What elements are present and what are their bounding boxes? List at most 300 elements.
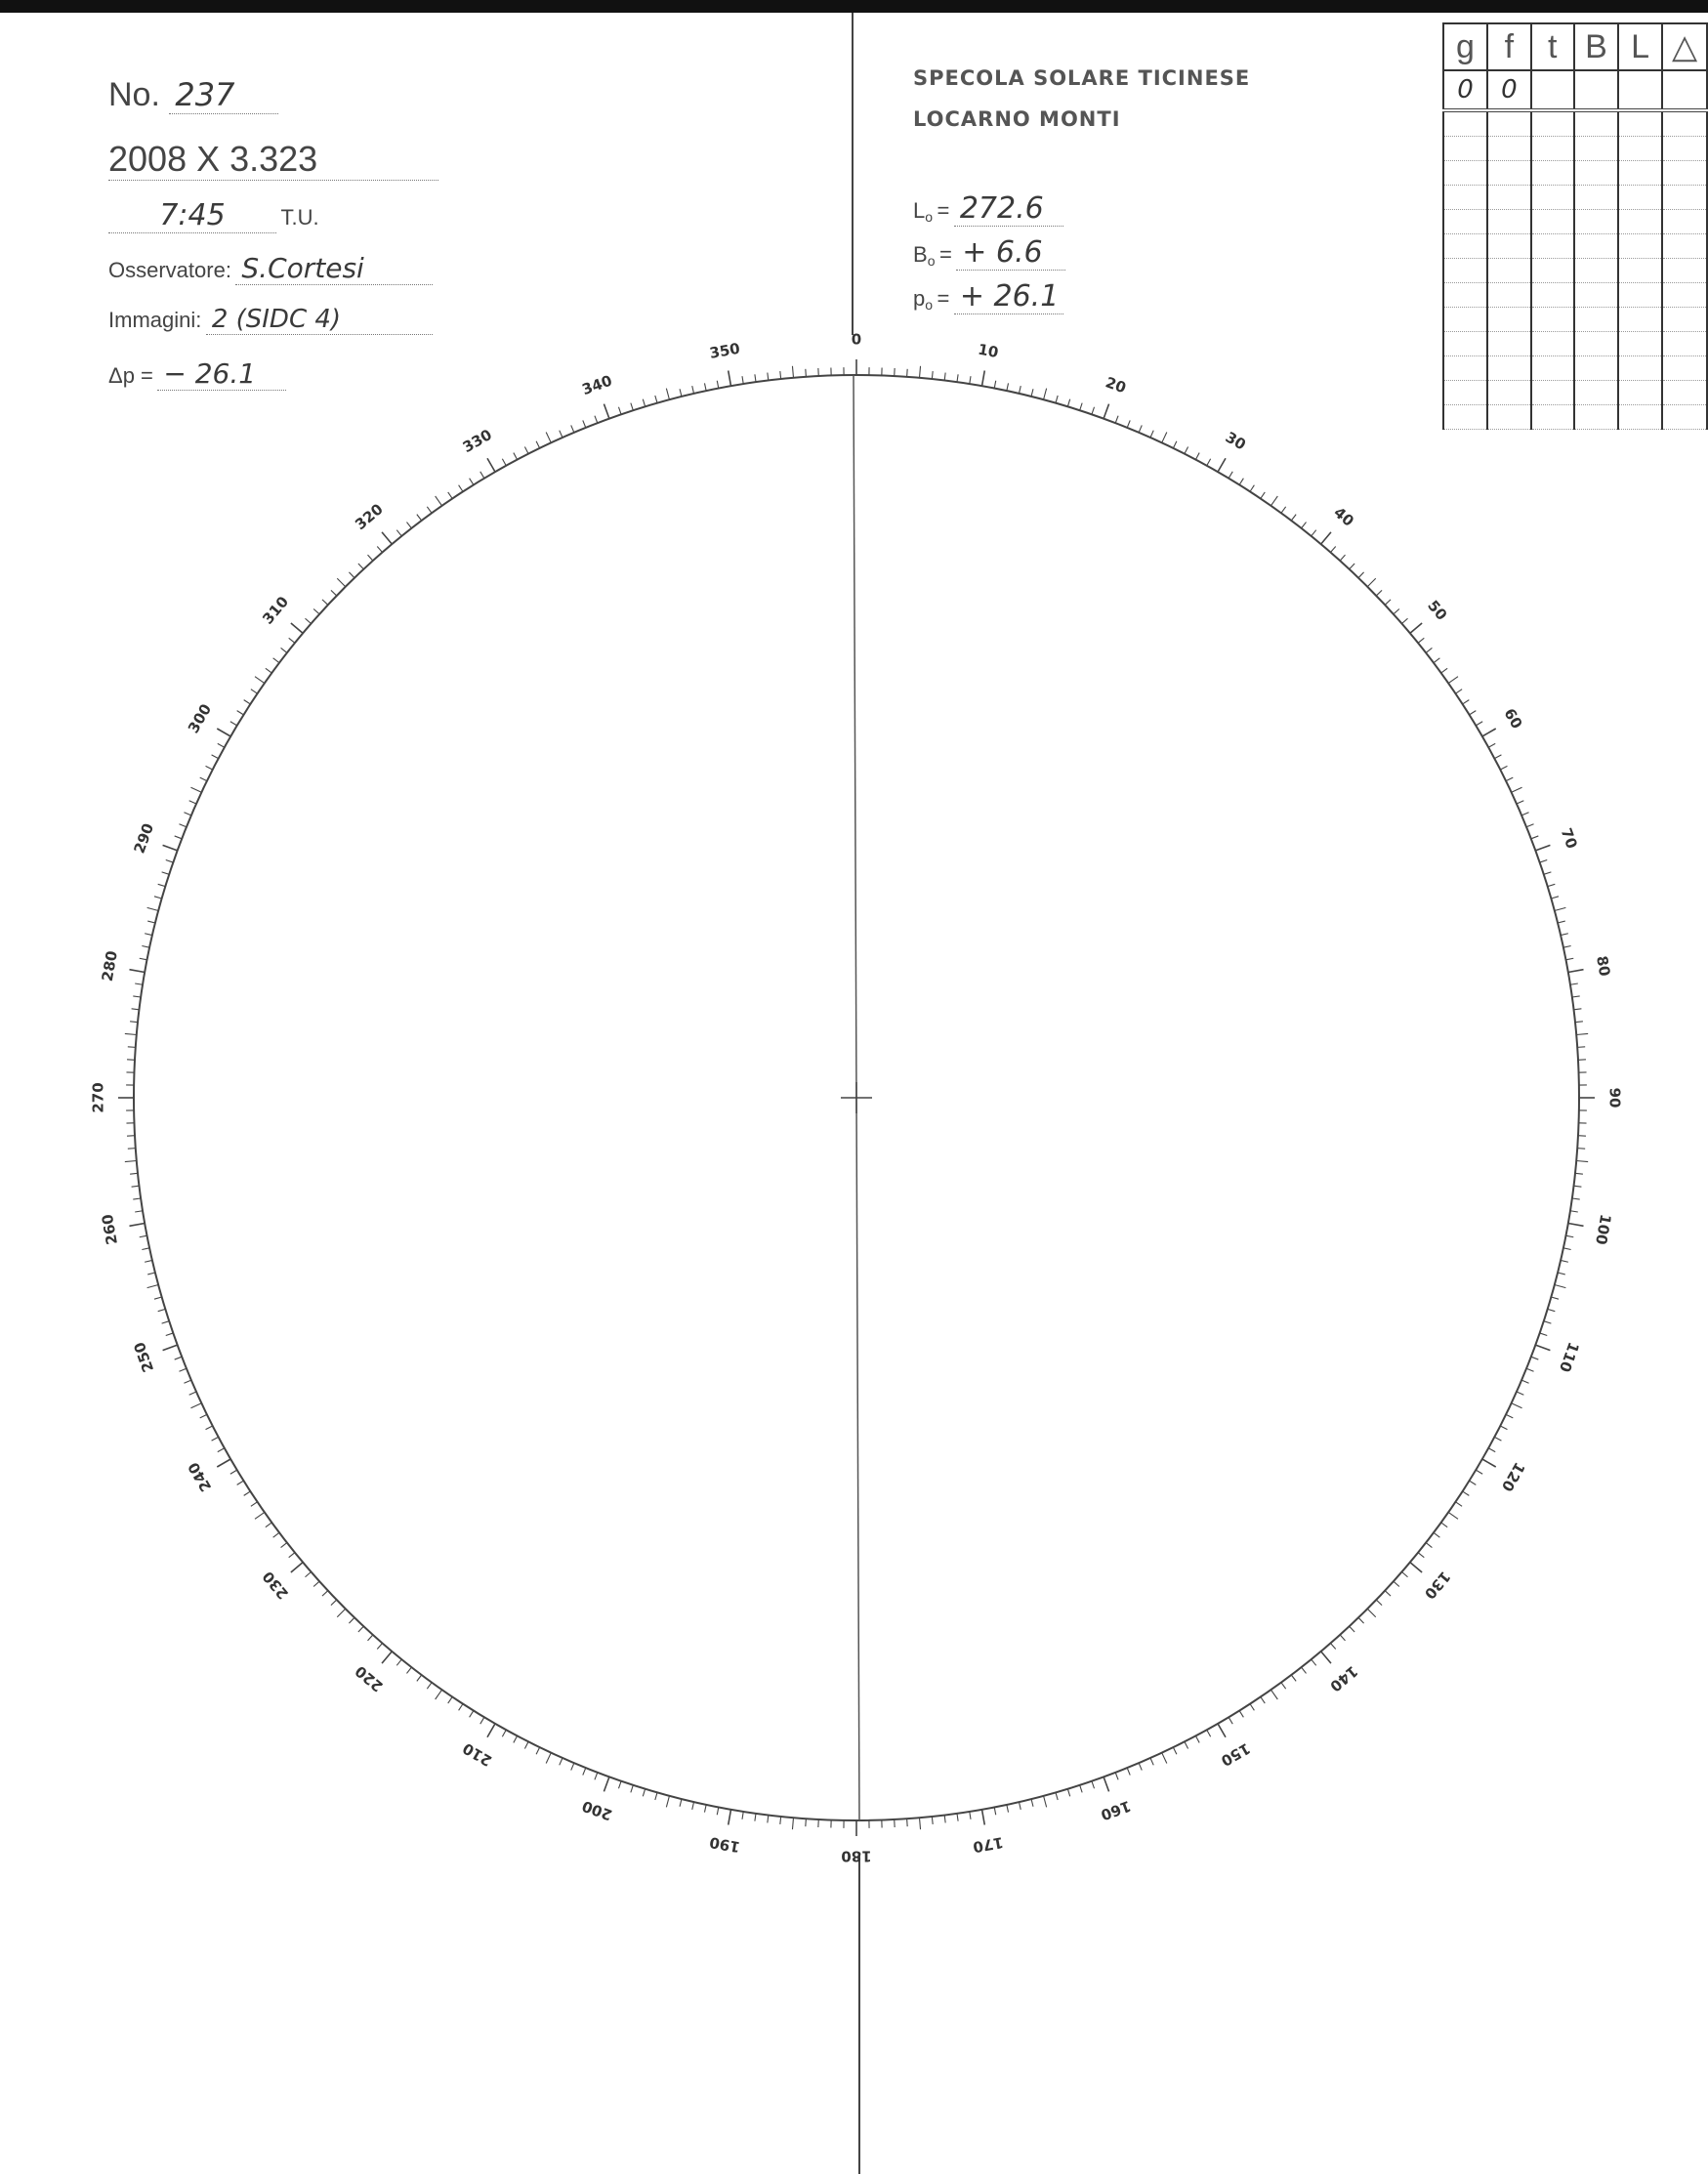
degree-tick (1434, 658, 1439, 663)
number-value[interactable]: 237 (169, 76, 278, 114)
degree-label: 60 (1500, 705, 1526, 732)
degree-label: 300 (184, 700, 216, 736)
degree-tick (1394, 608, 1399, 613)
degree-tick (806, 1819, 807, 1826)
degree-tick (1488, 1448, 1495, 1452)
degree-tick (1418, 1553, 1424, 1558)
degree-tick (1207, 459, 1211, 466)
degree-tick (331, 590, 337, 596)
degree-tick (524, 1741, 528, 1748)
degree-tick (704, 1805, 706, 1813)
degree-tick (133, 996, 141, 997)
degree-label: 90 (1605, 1087, 1624, 1108)
degree-tick (1385, 600, 1391, 605)
degree-tick (1570, 1211, 1578, 1212)
observer-label: Osservatore: (108, 258, 231, 282)
degree-tick (1401, 1571, 1407, 1576)
degree-tick (1517, 1392, 1523, 1395)
degree-tick (154, 1297, 162, 1299)
degree-tick (1572, 996, 1580, 997)
degree-tick (1291, 1675, 1296, 1681)
degree-tick (1568, 970, 1584, 973)
p0-equals: = (937, 286, 950, 311)
degree-tick (1575, 1022, 1583, 1023)
degree-tick (1080, 403, 1082, 411)
degree-tick (218, 743, 225, 747)
degree-tick (536, 441, 540, 448)
degree-tick (944, 373, 945, 381)
time-value[interactable]: 7:45 (108, 198, 276, 233)
degree-label: 220 (352, 1661, 387, 1695)
degree-tick (305, 1571, 311, 1576)
degree-tick (1019, 386, 1021, 394)
degree-label: 250 (130, 1339, 158, 1375)
degree-tick (1555, 907, 1566, 910)
degree-tick (1418, 638, 1424, 643)
degree-tick (920, 366, 921, 378)
degree-label: 70 (1557, 825, 1581, 852)
degree-tick (200, 1414, 207, 1418)
degree-tick (806, 369, 807, 377)
degree-tick (792, 1818, 793, 1829)
degree-tick (571, 1763, 574, 1770)
degree-label: 290 (130, 820, 158, 857)
degree-tick (128, 1047, 136, 1048)
degree-tick (1535, 845, 1550, 850)
degree-tick (970, 376, 971, 384)
degree-tick (1358, 572, 1364, 578)
degree-label: 230 (259, 1568, 293, 1603)
degree-tick (1173, 1747, 1177, 1754)
degree-tick (595, 1773, 598, 1779)
degree-tick (1548, 1309, 1556, 1311)
degree-tick (1358, 1617, 1364, 1623)
degree-tick (692, 386, 694, 394)
degree-tick (273, 1532, 279, 1537)
degree-tick (237, 1481, 244, 1484)
degree-tick (396, 530, 401, 536)
degree-tick (1340, 555, 1345, 561)
degree-label: 260 (98, 1212, 121, 1246)
degree-label: 240 (184, 1459, 216, 1495)
degree-tick (212, 1437, 219, 1441)
degree-tick (514, 453, 518, 460)
degree-tick (932, 1817, 933, 1824)
degree-tick (337, 1609, 345, 1616)
degree-tick (1576, 1161, 1588, 1162)
degree-label: 280 (98, 949, 121, 983)
degree-tick (514, 1735, 518, 1742)
degree-tick (717, 1807, 719, 1815)
degree-label: 330 (459, 425, 495, 457)
degree-tick (1551, 897, 1559, 899)
delta-p-label: Δp = (108, 363, 153, 388)
degree-tick (1561, 934, 1568, 936)
degree-tick (175, 1357, 182, 1359)
degree-label: 190 (708, 1833, 742, 1857)
degree-tick (1092, 407, 1095, 415)
degree-tick (217, 729, 230, 736)
degree-tick (1512, 787, 1522, 792)
degree-tick (1540, 1333, 1548, 1336)
degree-tick (480, 472, 484, 479)
l0-equals: = (937, 198, 950, 223)
degree-tick (994, 381, 996, 389)
degree-label: 350 (708, 339, 742, 362)
degree-tick (1563, 945, 1571, 947)
degree-tick (1031, 1799, 1033, 1807)
degree-label: 0 (851, 330, 862, 349)
degree-tick (982, 1810, 985, 1825)
degree-tick (133, 1198, 141, 1199)
degree-tick (322, 600, 328, 605)
degree-label: 50 (1424, 597, 1451, 624)
degree-label: 320 (352, 500, 387, 534)
degree-tick (1544, 1321, 1552, 1323)
degree-tick (166, 1333, 174, 1336)
degree-tick (1218, 1724, 1226, 1737)
degree-tick (349, 1617, 354, 1623)
degree-tick (1441, 668, 1447, 673)
degree-tick (1229, 1717, 1232, 1724)
degree-tick (244, 700, 251, 704)
header-l: L (1618, 23, 1662, 70)
degree-tick (742, 376, 743, 384)
degree-tick (206, 766, 213, 770)
degree-tick (546, 1753, 551, 1764)
degree-tick (1573, 1186, 1581, 1187)
b0-equals: = (938, 242, 952, 267)
degree-tick (1476, 722, 1482, 726)
degree-tick (147, 921, 155, 923)
degree-tick (129, 1224, 145, 1227)
degree-tick (459, 485, 463, 492)
degree-tick (417, 1675, 422, 1681)
degree-tick (1463, 700, 1470, 704)
degree-tick (1350, 1626, 1354, 1632)
degree-tick (147, 907, 159, 910)
degree-label: 270 (89, 1082, 107, 1113)
degree-tick (289, 1553, 295, 1558)
number-label: No. (108, 76, 160, 113)
degree-label: 170 (971, 1833, 1005, 1857)
degree-tick (427, 1683, 432, 1689)
degree-tick (1139, 1763, 1142, 1770)
degree-tick (130, 1173, 138, 1174)
degree-tick (251, 1502, 258, 1506)
degree-tick (132, 1186, 140, 1187)
degree-tick (994, 1807, 996, 1815)
degree-tick (1470, 711, 1477, 715)
degree-tick (1330, 546, 1335, 552)
b0-subscript: o (927, 253, 936, 270)
degree-label: 20 (1103, 373, 1129, 397)
degree-tick (1410, 623, 1422, 633)
degree-tick (1350, 564, 1354, 569)
degree-tick (1321, 1651, 1331, 1663)
degree-tick (1568, 1224, 1584, 1227)
degree-tick (1007, 1805, 1009, 1813)
degree-tick (643, 399, 645, 407)
degree-tick (273, 658, 279, 663)
degree-tick (1104, 1777, 1108, 1791)
degree-tick (604, 404, 608, 419)
degree-tick (163, 845, 178, 850)
images-value[interactable]: 2 (SIDC 4) (206, 305, 433, 335)
degree-tick (1044, 1796, 1047, 1808)
degree-tick (1517, 801, 1523, 804)
degree-tick (190, 1403, 201, 1408)
degree-tick (128, 1149, 136, 1150)
degree-tick (502, 459, 506, 466)
degree-tick (184, 813, 190, 815)
degree-tick (595, 416, 598, 423)
degree-tick (417, 515, 422, 521)
degree-label: 160 (1098, 1796, 1134, 1824)
degree-tick (349, 572, 354, 578)
degree-tick (742, 1812, 743, 1819)
degree-label: 340 (579, 371, 615, 399)
degree-tick (729, 370, 731, 386)
degree-tick (166, 859, 174, 862)
degree-tick (1570, 983, 1578, 984)
degree-tick (480, 1717, 484, 1724)
degree-tick (1426, 648, 1432, 652)
degree-tick (571, 425, 574, 432)
degree-tick (1302, 1667, 1307, 1673)
p0-subscript: o (925, 297, 934, 314)
degree-tick (1239, 479, 1243, 485)
l0-value[interactable]: 272.6 (954, 191, 1063, 227)
degree-tick (583, 1768, 586, 1775)
degree-tick (145, 934, 152, 936)
degree-tick (1271, 1690, 1277, 1699)
degree-tick (237, 711, 244, 715)
degree-tick (1476, 1470, 1482, 1474)
degree-label: 180 (841, 1847, 872, 1865)
degree-tick (666, 389, 669, 400)
degree-tick (1561, 1260, 1568, 1262)
degree-tick (1555, 1285, 1566, 1288)
degree-tick (158, 1309, 166, 1311)
degree-tick (1500, 766, 1507, 770)
degree-label: 210 (459, 1738, 495, 1771)
l0-subscript: o (925, 209, 934, 226)
degree-tick (291, 623, 303, 633)
degree-tick (230, 722, 237, 726)
degree-tick (1563, 1248, 1571, 1250)
degree-label: 10 (976, 340, 1000, 361)
l0-label: L (913, 198, 926, 223)
degree-tick (792, 366, 793, 378)
degree-tick (1506, 1414, 1513, 1418)
cell-f[interactable]: 0 (1487, 70, 1531, 110)
degree-tick (1173, 441, 1177, 448)
degree-tick (1291, 515, 1296, 521)
degree-tick (666, 1796, 669, 1808)
degree-tick (1455, 690, 1462, 693)
degree-tick (1367, 1609, 1375, 1616)
degree-tick (145, 1260, 152, 1262)
degree-tick (1526, 1368, 1533, 1371)
degree-tick (251, 690, 258, 693)
degree-tick (162, 872, 170, 874)
degree-tick (1565, 1235, 1573, 1237)
degree-tick (436, 496, 442, 506)
degree-tick (244, 1491, 251, 1495)
degree-tick (129, 970, 145, 973)
degree-tick (162, 1321, 170, 1323)
degree-tick (1531, 1357, 1538, 1359)
degree-label: 100 (1592, 1212, 1615, 1246)
degree-label: 120 (1497, 1459, 1529, 1495)
degree-tick (1551, 1297, 1559, 1299)
degree-tick (655, 396, 657, 403)
degree-tick (142, 945, 149, 947)
header-f: f (1487, 23, 1531, 70)
degree-label: 310 (259, 593, 293, 628)
degree-tick (1506, 777, 1513, 781)
degree-tick (255, 1512, 265, 1519)
degree-tick (147, 1273, 155, 1275)
degree-tick (125, 1161, 137, 1162)
degree-tick (140, 1235, 147, 1237)
degree-tick (1229, 472, 1232, 479)
degree-tick (358, 1626, 363, 1632)
degree-tick (1376, 590, 1382, 596)
degree-tick (1080, 1785, 1082, 1793)
p0-value[interactable]: + 26.1 (954, 279, 1063, 314)
degree-tick (1019, 1802, 1021, 1810)
degree-tick (470, 1711, 474, 1718)
degree-tick (1218, 458, 1226, 472)
date-value[interactable]: 2008 X 3.323 (108, 139, 438, 181)
degree-tick (944, 1815, 945, 1822)
degree-tick (382, 532, 392, 544)
degree-tick (217, 1459, 230, 1467)
degree-tick (583, 420, 586, 427)
degree-tick (1521, 1380, 1528, 1383)
degree-tick (281, 648, 287, 652)
degree-tick (200, 777, 207, 781)
degree-tick (158, 884, 166, 886)
degree-tick (190, 787, 201, 792)
header-t: t (1531, 23, 1574, 70)
degree-tick (184, 1380, 190, 1383)
degree-tick (206, 1426, 213, 1430)
degree-tick (1573, 1009, 1581, 1010)
degree-tick (313, 1581, 319, 1586)
degree-tick (1441, 1523, 1447, 1527)
degree-tick (154, 897, 162, 899)
degree-tick (448, 492, 452, 499)
degree-tick (1521, 813, 1528, 815)
degree-tick (692, 1802, 694, 1810)
degree-tick (367, 1635, 372, 1641)
degree-tick (1494, 755, 1501, 759)
degree-tick (427, 507, 432, 513)
degree-tick (755, 1814, 756, 1821)
degree-tick (1526, 824, 1533, 827)
degree-tick (1185, 1741, 1188, 1748)
degree-tick (1540, 859, 1548, 862)
degree-tick (768, 373, 769, 381)
degree-tick (655, 1792, 657, 1800)
degree-tick (179, 824, 186, 827)
degree-tick (1558, 921, 1565, 923)
degree-tick (1448, 677, 1458, 684)
cell-g[interactable]: 0 (1443, 70, 1487, 110)
degree-tick (487, 458, 495, 472)
degree-tick (1115, 416, 1118, 423)
degree-label: 140 (1326, 1661, 1361, 1695)
degree-tick (367, 555, 372, 561)
center-crosshair (841, 1082, 872, 1113)
delta-p-value[interactable]: − 26.1 (157, 357, 286, 391)
degree-tick (957, 1814, 958, 1821)
degree-tick (631, 403, 633, 411)
degree-tick (459, 1704, 463, 1711)
degree-tick (618, 407, 621, 415)
degree-tick (212, 755, 219, 759)
degree-tick (1394, 1581, 1399, 1586)
degree-tick (1312, 1659, 1316, 1665)
degree-tick (560, 431, 562, 438)
degree-tick (175, 836, 182, 839)
degree-tick (189, 801, 196, 804)
degree-tick (1385, 1591, 1391, 1596)
p0-label: p (913, 286, 926, 311)
degree-tick (266, 1523, 271, 1527)
degree-tick (291, 1563, 303, 1572)
degree-tick (396, 1659, 401, 1665)
header-delta: △ (1662, 23, 1707, 70)
degree-tick (1482, 729, 1496, 736)
degree-tick (536, 1747, 540, 1754)
degree-tick (1576, 1033, 1588, 1034)
degree-tick (1261, 492, 1265, 499)
degree-tick (1302, 523, 1307, 528)
degree-tick (1544, 872, 1552, 874)
degree-tick (130, 1022, 138, 1023)
observer-value[interactable]: S.Cortesi (235, 252, 433, 285)
degree-tick (179, 1368, 186, 1371)
degree-tick (1488, 743, 1495, 747)
degree-tick (1067, 1789, 1069, 1797)
degree-tick (1558, 1273, 1565, 1275)
degree-tick (1207, 1730, 1211, 1736)
degree-tick (680, 1799, 682, 1807)
degree-label: 150 (1218, 1738, 1254, 1771)
degree-tick (1281, 1683, 1286, 1689)
degree-tick (1104, 404, 1108, 419)
degree-tick (142, 1248, 149, 1250)
degree-tick (1271, 496, 1277, 506)
degree-tick (1162, 1753, 1167, 1764)
degree-tick (1067, 399, 1069, 407)
degree-tick (1007, 383, 1009, 391)
degree-tick (1434, 1532, 1439, 1537)
b0-value[interactable]: + 6.6 (956, 235, 1065, 271)
degree-tick (1410, 1563, 1422, 1572)
degree-tick (1448, 1512, 1458, 1519)
degree-tick (907, 369, 908, 377)
degree-tick (704, 383, 706, 391)
degree-tick (135, 1211, 143, 1212)
degree-tick (1535, 1345, 1550, 1350)
degree-tick (1494, 1437, 1501, 1441)
observatory-name: SPECOLA SOLARE TICINESE (913, 66, 1251, 90)
